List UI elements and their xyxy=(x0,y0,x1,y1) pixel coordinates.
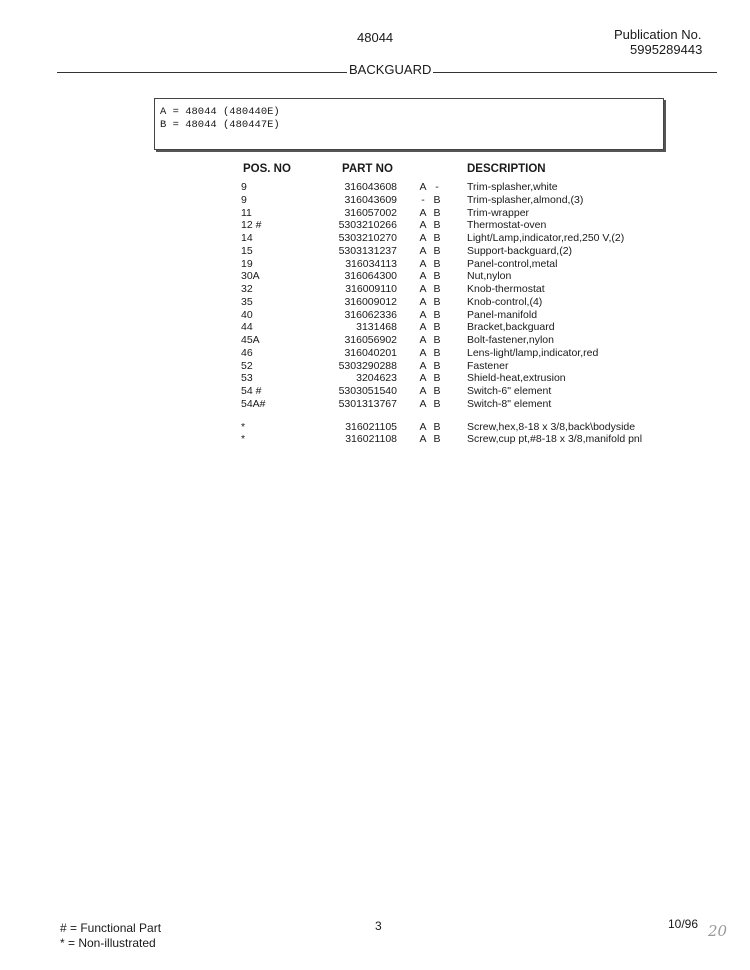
description-cell: Support-backguard,(2) xyxy=(467,244,573,257)
variant-a-cell: A xyxy=(419,420,427,433)
variant-b-cell: B xyxy=(433,244,441,257)
pos-cell: 9 xyxy=(241,181,247,193)
description-cell: Screw,hex,8-18 x 3/8,back\bodyside xyxy=(467,420,636,433)
pos-cell: * xyxy=(241,420,246,433)
part-number-cell: 3204623 xyxy=(356,372,397,385)
table-row xyxy=(0,181,750,194)
table-row xyxy=(0,334,750,347)
table-row xyxy=(0,296,750,309)
table-row xyxy=(0,433,750,446)
description-cell: Lens-light/lamp,indicator,red xyxy=(467,346,599,359)
model-number: 48044 xyxy=(357,30,394,45)
description-cell: Fastener xyxy=(467,359,509,372)
pos-cell: 9 xyxy=(241,193,247,206)
table-row xyxy=(0,372,750,385)
variant-b-cell: B xyxy=(433,346,441,359)
description-cell: Shield-heat,extrusion xyxy=(467,372,566,385)
variant-b-cell: - xyxy=(435,181,439,193)
table-row xyxy=(0,219,750,232)
part-number-cell: 316043609 xyxy=(344,193,397,206)
handwritten-mark: 20 xyxy=(708,922,728,940)
variant-a-cell: A xyxy=(419,206,427,219)
variant-a-cell: A xyxy=(419,244,427,257)
table-row xyxy=(0,421,750,434)
variant-a-cell: A xyxy=(419,359,427,372)
variant-b-cell: B xyxy=(433,334,441,346)
functional-part-note: # = Functional Part xyxy=(60,921,162,935)
variant-a-cell: A xyxy=(419,295,427,308)
part-number-cell: 316009012 xyxy=(344,295,397,308)
pos-cell: 15 xyxy=(241,244,253,257)
description-cell: Light/Lamp,indicator,red,250 V,(2) xyxy=(467,232,625,244)
variant-b-cell: B xyxy=(433,321,441,334)
description-cell: Trim-splasher,white xyxy=(467,181,558,193)
description-cell: Knob-control,(4) xyxy=(467,295,543,308)
page-number: 3 xyxy=(375,919,382,933)
part-number-cell: 316009110 xyxy=(345,283,397,295)
part-number-cell: 316040201 xyxy=(344,346,397,359)
variant-a-cell: A xyxy=(419,433,427,446)
variant-a-cell: A xyxy=(419,372,427,385)
pos-cell: 35 xyxy=(241,295,253,308)
part-number-cell: 316057002 xyxy=(344,206,397,219)
description-cell: Switch-8" element xyxy=(467,397,552,410)
description-cell: Screw,cup pt,#8-18 x 3/8,manifold pnl xyxy=(467,433,643,446)
table-row xyxy=(0,321,750,334)
variant-b-cell: B xyxy=(433,385,441,397)
variant-b-cell: B xyxy=(433,359,441,372)
part-number-cell: 5301313767 xyxy=(338,397,397,410)
part-number-cell: 5303131237 xyxy=(338,244,397,257)
table-row xyxy=(0,270,750,283)
description-cell: Switch-6" element xyxy=(467,385,552,397)
variant-a-cell: A xyxy=(419,321,427,334)
column-header-description: DESCRIPTION xyxy=(467,163,546,175)
table-row xyxy=(0,385,750,398)
pos-cell: 52 xyxy=(241,359,253,372)
variant-a-cell: A xyxy=(419,397,427,410)
part-number-cell: 316043608 xyxy=(344,181,397,193)
variant-b-cell: B xyxy=(433,283,441,295)
description-cell: Panel-control,metal xyxy=(467,257,558,270)
publication-label: Publication No. xyxy=(614,27,702,42)
variant-b-cell: B xyxy=(433,219,441,232)
pos-cell: 40 xyxy=(241,308,253,321)
pos-cell: 54A# xyxy=(241,397,266,410)
pos-cell: * xyxy=(241,433,246,446)
variant-a-cell: - xyxy=(421,193,425,206)
variant-b-cell: B xyxy=(433,206,441,219)
pos-cell: 11 xyxy=(241,206,252,219)
variant-b-cell: B xyxy=(433,232,441,244)
non-illustrated-note: * = Non-illustrated xyxy=(60,936,156,950)
table-row xyxy=(0,283,750,296)
pos-cell: 32 xyxy=(241,283,253,295)
description-cell: Nut,nylon xyxy=(467,270,512,283)
pos-cell: 46 xyxy=(241,346,253,359)
variant-a-cell: A xyxy=(419,283,427,295)
table-row xyxy=(0,207,750,220)
pos-cell: 54 # xyxy=(241,385,262,397)
description-cell: Thermostat-oven xyxy=(467,219,547,232)
part-number-cell: 5303051540 xyxy=(338,385,397,397)
part-number-cell: 5303290288 xyxy=(338,359,397,372)
variant-a-cell: A xyxy=(419,346,427,359)
description-cell: Trim-splasher,almond,(3) xyxy=(467,193,584,206)
part-number-cell: 3131468 xyxy=(356,321,397,334)
part-number-cell: 5303210270 xyxy=(338,232,397,244)
table-row xyxy=(0,245,750,258)
variant-b-cell: B xyxy=(433,270,441,283)
variant-b-cell: B xyxy=(433,308,441,321)
table-row xyxy=(0,398,750,411)
variant-b-cell: B xyxy=(433,372,441,385)
table-row xyxy=(0,232,750,245)
description-cell: Bracket,backguard xyxy=(467,321,555,334)
table-row xyxy=(0,194,750,207)
publication-number: 5995289443 xyxy=(630,42,703,57)
description-cell: Bolt-fastener,nylon xyxy=(467,334,554,346)
pos-cell: 14 xyxy=(241,232,253,244)
part-number-cell: 316021108 xyxy=(345,433,397,446)
part-number-cell: 316064300 xyxy=(344,270,397,283)
part-number-cell: 5303210266 xyxy=(338,219,397,232)
description-cell: Knob-thermostat xyxy=(467,283,545,295)
pos-cell: 53 xyxy=(241,372,253,385)
table-row xyxy=(0,347,750,360)
part-number-cell: 316062336 xyxy=(344,308,397,321)
table-row xyxy=(0,309,750,322)
variant-a-cell: A xyxy=(419,181,427,193)
variant-legend-box xyxy=(154,98,664,150)
table-row xyxy=(0,360,750,373)
variant-a-cell: A xyxy=(419,385,427,397)
variant-a: A = 48044 (480440E) xyxy=(160,106,280,118)
pos-cell: 44 xyxy=(241,321,253,334)
variant-b-cell: B xyxy=(433,420,441,433)
revision-date: 10/96 xyxy=(668,917,699,931)
variant-b-cell: B xyxy=(433,295,441,308)
pos-cell: 45A xyxy=(241,334,260,346)
section-title: BACKGUARD xyxy=(349,62,432,77)
pos-cell: 19 xyxy=(241,257,253,270)
table-row xyxy=(0,258,750,271)
variant-a-cell: A xyxy=(419,219,427,232)
part-number-cell: 316056902 xyxy=(344,334,397,346)
variant-b: B = 48044 (480447E) xyxy=(160,119,280,131)
variant-a-cell: A xyxy=(419,270,427,283)
pos-cell: 12 # xyxy=(241,219,262,232)
part-number-cell: 316034113 xyxy=(345,257,397,270)
column-header-pos: POS. NO xyxy=(243,163,291,175)
description-cell: Trim-wrapper xyxy=(467,206,530,219)
description-cell: Panel-manifold xyxy=(467,308,538,321)
variant-b-cell: B xyxy=(433,397,441,410)
variant-a-cell: A xyxy=(419,308,427,321)
variant-b-cell: B xyxy=(433,193,441,206)
column-header-part: PART NO xyxy=(342,163,393,175)
variant-a-cell: A xyxy=(419,232,427,244)
variant-a-cell: A xyxy=(419,334,427,346)
variant-b-cell: B xyxy=(433,433,441,446)
pos-cell: 30A xyxy=(241,270,260,283)
part-number-cell: 316021105 xyxy=(345,420,397,433)
variant-b-cell: B xyxy=(433,257,441,270)
variant-a-cell: A xyxy=(419,257,427,270)
